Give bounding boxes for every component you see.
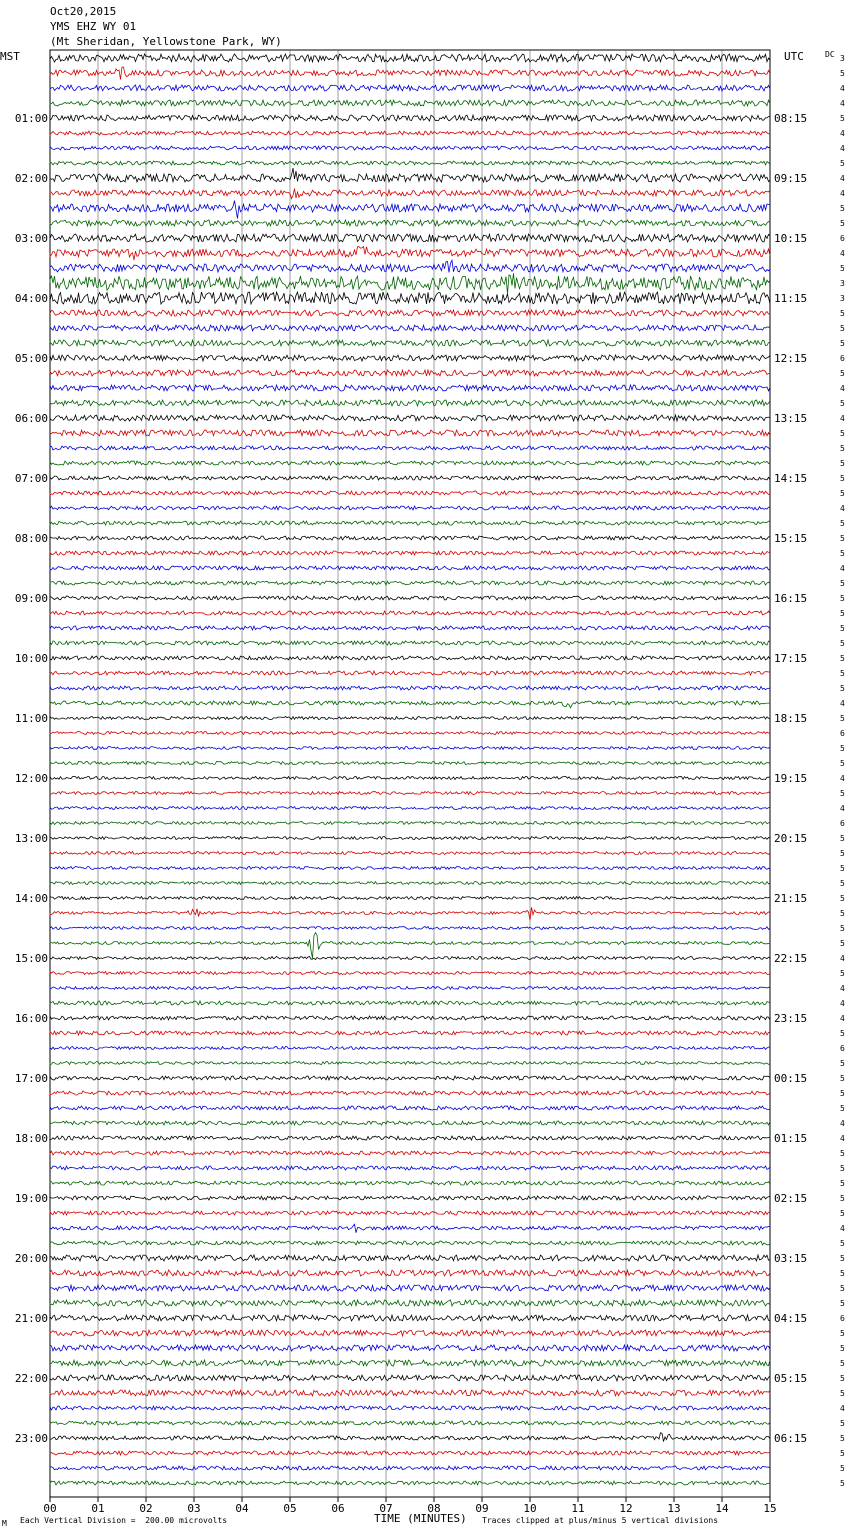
dc-offset-label: 4 <box>840 129 845 138</box>
dc-offset-label: 4 <box>840 414 845 423</box>
plot-frame <box>50 50 770 1497</box>
dc-offset-label: 4 <box>840 384 845 393</box>
dc-offset-label: 3 <box>840 294 845 303</box>
trace-line <box>50 430 770 436</box>
dc-offset-label: 5 <box>840 1239 845 1248</box>
dc-offset-label: 5 <box>840 159 845 168</box>
utc-hour-label: 04:15 <box>774 1312 808 1325</box>
trace-line <box>50 189 770 199</box>
dc-offset-label: 5 <box>840 909 845 918</box>
mst-hour-label: 11:00 <box>14 712 48 725</box>
utc-hour-label: 09:15 <box>774 172 808 185</box>
x-tick-label: 13 <box>667 1502 681 1515</box>
trace-line <box>50 168 770 182</box>
utc-hour-label: 15:15 <box>774 532 808 545</box>
dc-offset-label: 5 <box>840 1269 845 1278</box>
trace-line <box>50 701 770 708</box>
trace-line <box>50 1091 770 1095</box>
trace-line <box>50 536 770 540</box>
dc-offset-label: 4 <box>840 954 845 963</box>
trace-line <box>50 273 770 293</box>
dc-offset-label: 5 <box>840 474 845 483</box>
dc-offset-label: 5 <box>840 1104 845 1113</box>
dc-offset-label: 5 <box>840 1299 845 1308</box>
trace-line <box>50 686 770 690</box>
utc-hour-label: 16:15 <box>774 592 808 605</box>
trace-line <box>50 1151 770 1155</box>
dc-offset-label: 5 <box>840 489 845 498</box>
dc-offset-label: 5 <box>840 1344 845 1353</box>
x-tick-label: 14 <box>715 1502 729 1515</box>
dc-offset-label: 5 <box>840 714 845 723</box>
dc-offset-label: 5 <box>840 1419 845 1428</box>
mst-hour-label: 19:00 <box>14 1192 48 1205</box>
clip-note: Traces clipped at plus/minus 5 vertical divisions <box>482 1516 719 1525</box>
dc-offset-label: 5 <box>840 744 845 753</box>
x-tick-label: 10 <box>523 1502 537 1515</box>
trace-line <box>50 837 770 840</box>
mst-hour-label: 18:00 <box>14 1132 48 1145</box>
station-label: YMS EHZ WY 01 <box>50 20 137 33</box>
trace-line <box>50 1062 770 1065</box>
dc-offset-label: 4 <box>840 564 845 573</box>
trace-line <box>50 1047 770 1050</box>
trace-line <box>50 1300 770 1306</box>
trace-line <box>50 415 770 421</box>
trace-line <box>50 626 770 630</box>
trace-line <box>50 85 770 91</box>
utc-hour-label: 02:15 <box>774 1192 808 1205</box>
trace-line <box>50 1016 770 1020</box>
dc-offset-label: 5 <box>840 849 845 858</box>
mst-hour-label: 03:00 <box>14 232 48 245</box>
trace-line <box>50 1375 770 1381</box>
mst-hour-label: 07:00 <box>14 472 48 485</box>
utc-hour-label: 18:15 <box>774 712 808 725</box>
mst-hour-label: 12:00 <box>14 772 48 785</box>
dc-offset-label: 4 <box>840 174 845 183</box>
mst-hour-label: 22:00 <box>14 1372 48 1385</box>
dc-offset-label: 5 <box>840 309 845 318</box>
trace-line <box>50 1406 770 1410</box>
right-axis-title: UTC <box>784 50 804 63</box>
scale-note: Each Vertical Division = 200.00 microvolts <box>20 1516 228 1525</box>
dc-offset-label: 4 <box>840 84 845 93</box>
dc-offset-label: 5 <box>840 399 845 408</box>
utc-hour-label: 06:15 <box>774 1432 808 1445</box>
trace-line <box>50 1136 770 1140</box>
dc-offset-label: 5 <box>840 1089 845 1098</box>
dc-offset-label: 5 <box>840 594 845 603</box>
trace-line <box>50 247 770 261</box>
trace-line <box>50 146 770 150</box>
trace-line <box>50 100 770 106</box>
mst-hour-label: 15:00 <box>14 952 48 965</box>
trace-line <box>50 927 770 930</box>
dc-offset-label: 5 <box>840 264 845 273</box>
dc-offset-label: 5 <box>840 534 845 543</box>
trace-line <box>50 1121 770 1125</box>
dc-offset-label: 5 <box>840 1059 845 1068</box>
trace-line <box>50 1390 770 1396</box>
dc-offset-label: 5 <box>840 429 845 438</box>
left-axis-title: MST <box>0 50 20 63</box>
trace-line <box>50 907 770 920</box>
trace-line <box>50 260 770 272</box>
dc-offset-label: 5 <box>840 1179 845 1188</box>
trace-line <box>50 476 770 480</box>
trace-line <box>50 882 770 885</box>
trace-line <box>50 1345 770 1351</box>
trace-line <box>50 897 770 900</box>
x-tick-label: 00 <box>43 1502 57 1515</box>
dc-offset-label: 4 <box>840 1014 845 1023</box>
trace-line <box>50 385 770 391</box>
utc-hour-label: 01:15 <box>774 1132 808 1145</box>
utc-hour-label: 11:15 <box>774 292 808 305</box>
dc-offset-label: 5 <box>840 924 845 933</box>
trace-line <box>50 732 770 735</box>
dc-offset-label: 5 <box>840 1149 845 1158</box>
dc-offset-label: 5 <box>840 1449 845 1458</box>
trace-line <box>50 506 770 510</box>
trace-line <box>50 867 770 870</box>
utc-hour-label: 19:15 <box>774 772 808 785</box>
trace-line <box>50 671 770 675</box>
dc-offset-label: 4 <box>840 189 845 198</box>
trace-line <box>50 521 770 525</box>
trace-line <box>50 310 770 316</box>
dc-offset-label: 5 <box>840 1284 845 1293</box>
mst-hour-label: 06:00 <box>14 412 48 425</box>
dc-offset-label: 5 <box>840 369 845 378</box>
dc-offset-label: 5 <box>840 654 845 663</box>
trace-line <box>50 641 770 645</box>
trace-line <box>50 957 770 960</box>
dc-offset-label: 5 <box>840 894 845 903</box>
dc-offset-label: 6 <box>840 1044 845 1053</box>
mst-hour-label: 23:00 <box>14 1432 48 1445</box>
trace-line <box>50 1196 770 1200</box>
dc-title: DC <box>825 50 835 59</box>
dc-offset-label: 5 <box>840 1479 845 1488</box>
dc-offset-label: 5 <box>840 639 845 648</box>
dc-offset-label: 5 <box>840 879 845 888</box>
dc-offset-label: 4 <box>840 504 845 513</box>
dc-offset-label: 6 <box>840 234 845 243</box>
dc-offset-label: 5 <box>840 939 845 948</box>
trace-line <box>50 54 770 62</box>
trace-line <box>50 1224 770 1233</box>
trace-line <box>50 115 770 121</box>
utc-hour-label: 00:15 <box>774 1072 808 1085</box>
x-tick-label: 06 <box>331 1502 345 1515</box>
x-tick-label: 01 <box>91 1502 105 1515</box>
dc-offset-label: 5 <box>840 669 845 678</box>
mst-hour-label: 04:00 <box>14 292 48 305</box>
trace-line <box>50 1421 770 1425</box>
dc-offset-label: 5 <box>840 1074 845 1083</box>
dc-offset-label: 5 <box>840 549 845 558</box>
trace-line <box>50 220 770 226</box>
x-tick-label: 15 <box>763 1502 777 1515</box>
trace-line <box>50 370 770 376</box>
trace-line <box>50 1466 770 1470</box>
dc-offset-label: 5 <box>840 1194 845 1203</box>
utc-hour-label: 21:15 <box>774 892 808 905</box>
mst-hour-label: 10:00 <box>14 652 48 665</box>
dc-offset-label: 4 <box>840 1404 845 1413</box>
trace-line <box>50 566 770 570</box>
dc-offset-label: 5 <box>840 114 845 123</box>
x-tick-label: 03 <box>187 1502 201 1515</box>
trace-line <box>50 234 770 242</box>
dc-offset-label: 6 <box>840 729 845 738</box>
dc-offset-label: 5 <box>840 1374 845 1383</box>
x-tick-label: 07 <box>379 1502 393 1515</box>
dc-offset-label: 5 <box>840 1359 845 1368</box>
trace-line <box>50 325 770 331</box>
dc-offset-label: 5 <box>840 1209 845 1218</box>
dc-offset-label: 4 <box>840 99 845 108</box>
trace-line <box>50 1106 770 1110</box>
trace-line <box>50 1076 770 1080</box>
trace-line <box>50 933 770 959</box>
utc-hour-label: 17:15 <box>774 652 808 665</box>
dc-offset-label: 5 <box>840 1389 845 1398</box>
utc-hour-label: 12:15 <box>774 352 808 365</box>
x-tick-label: 02 <box>139 1502 153 1515</box>
dc-offset-label: 5 <box>840 519 845 528</box>
x-tick-label: 08 <box>427 1502 441 1515</box>
trace-line <box>50 551 770 555</box>
trace-line <box>50 596 770 600</box>
trace-line <box>50 131 770 135</box>
dc-offset-label: 5 <box>840 969 845 978</box>
utc-hour-label: 13:15 <box>774 412 808 425</box>
trace-line <box>50 1451 770 1455</box>
dc-offset-label: 4 <box>840 1134 845 1143</box>
trace-line <box>50 292 770 304</box>
trace-line <box>50 355 770 361</box>
trace-line <box>50 1255 770 1261</box>
dc-offset-label: 5 <box>840 1029 845 1038</box>
trace-line <box>50 491 770 495</box>
dc-offset-label: 6 <box>840 1314 845 1323</box>
mst-hour-label: 13:00 <box>14 832 48 845</box>
mst-hour-label: 08:00 <box>14 532 48 545</box>
trace-line <box>50 1330 770 1336</box>
utc-hour-label: 23:15 <box>774 1012 808 1025</box>
utc-hour-label: 14:15 <box>774 472 808 485</box>
x-tick-label: 12 <box>619 1502 633 1515</box>
trace-line <box>50 717 770 720</box>
x-tick-label: 04 <box>235 1502 249 1515</box>
trace-line <box>50 161 770 165</box>
mst-hour-label: 21:00 <box>14 1312 48 1325</box>
trace-line <box>50 972 770 975</box>
trace-line <box>50 1315 770 1321</box>
trace-line <box>50 581 770 585</box>
dc-offset-label: 5 <box>840 204 845 213</box>
dc-offset-label: 5 <box>840 444 845 453</box>
x-tick-label: 11 <box>571 1502 585 1515</box>
trace-line <box>50 67 770 80</box>
x-tick-label: 09 <box>475 1502 489 1515</box>
date-label: Oct20,2015 <box>50 5 117 18</box>
trace-line <box>50 1360 770 1366</box>
trace-line <box>50 1001 770 1005</box>
location-label: (Mt Sheridan, Yellowstone Park, WY) <box>50 35 282 48</box>
dc-offset-label: 5 <box>840 579 845 588</box>
trace-line <box>50 762 770 765</box>
dc-offset-label: 4 <box>840 774 845 783</box>
trace-line <box>50 1031 770 1035</box>
dc-offset-label: 3 <box>840 54 845 63</box>
mst-hour-label: 16:00 <box>14 1012 48 1025</box>
dc-offset-label: 4 <box>840 699 845 708</box>
trace-line <box>50 822 770 825</box>
trace-line <box>50 446 770 450</box>
utc-hour-label: 22:15 <box>774 952 808 965</box>
dc-offset-label: 4 <box>840 249 845 258</box>
x-axis-label: TIME (MINUTES) <box>374 1512 467 1525</box>
trace-line <box>50 1285 770 1291</box>
dc-offset-label: 5 <box>840 834 845 843</box>
mst-hour-label: 20:00 <box>14 1252 48 1265</box>
mst-hour-label: 09:00 <box>14 592 48 605</box>
dc-offset-label: 4 <box>840 1119 845 1128</box>
trace-line <box>50 461 770 465</box>
trace-line <box>50 400 770 406</box>
mst-hour-label: 17:00 <box>14 1072 48 1085</box>
dc-offset-label: 4 <box>840 999 845 1008</box>
dc-offset-label: 4 <box>840 804 845 813</box>
trace-line <box>50 747 770 750</box>
trace-line <box>50 1270 770 1276</box>
trace-line <box>50 1211 770 1215</box>
dc-offset-label: 5 <box>840 609 845 618</box>
dc-offset-label: 5 <box>840 324 845 333</box>
dc-offset-label: 4 <box>840 1224 845 1233</box>
dc-offset-label: 5 <box>840 1464 845 1473</box>
dc-offset-label: 5 <box>840 624 845 633</box>
dc-offset-label: 5 <box>840 219 845 228</box>
mst-hour-label: 05:00 <box>14 352 48 365</box>
mst-hour-label: 01:00 <box>14 112 48 125</box>
trace-line <box>50 807 770 810</box>
trace-line <box>50 1166 770 1170</box>
dc-offset-label: 4 <box>840 984 845 993</box>
dc-offset-label: 5 <box>840 1254 845 1263</box>
trace-line <box>50 792 770 795</box>
dc-offset-label: 3 <box>840 279 845 288</box>
trace-line <box>50 1433 770 1442</box>
trace-line <box>50 1481 770 1485</box>
trace-line <box>50 1241 770 1245</box>
trace-line <box>50 777 770 780</box>
dc-offset-label: 5 <box>840 1164 845 1173</box>
dc-offset-label: 6 <box>840 819 845 828</box>
trace-line <box>50 611 770 615</box>
trace-line <box>50 340 770 346</box>
dc-offset-label: 5 <box>840 684 845 693</box>
dc-offset-label: 5 <box>840 864 845 873</box>
dc-offset-label: 5 <box>840 69 845 78</box>
utc-hour-label: 20:15 <box>774 832 808 845</box>
x-tick-label: 05 <box>283 1502 297 1515</box>
dc-offset-label: 5 <box>840 789 845 798</box>
trace-line <box>50 201 770 219</box>
dc-offset-label: 5 <box>840 459 845 468</box>
trace-line <box>50 852 770 855</box>
trace-line <box>50 1181 770 1185</box>
dc-offset-label: 5 <box>840 759 845 768</box>
utc-hour-label: 03:15 <box>774 1252 808 1265</box>
dc-offset-label: 6 <box>840 354 845 363</box>
trace-line <box>50 656 770 660</box>
dc-offset-label: 5 <box>840 1329 845 1338</box>
dc-offset-label: 5 <box>840 1434 845 1443</box>
dc-offset-label: 5 <box>840 339 845 348</box>
corner-mark: M <box>2 1519 7 1528</box>
mst-hour-label: 02:00 <box>14 172 48 185</box>
dc-offset-label: 4 <box>840 144 845 153</box>
utc-hour-label: 05:15 <box>774 1372 808 1385</box>
utc-hour-label: 08:15 <box>774 112 808 125</box>
utc-hour-label: 10:15 <box>774 232 808 245</box>
mst-hour-label: 14:00 <box>14 892 48 905</box>
trace-line <box>50 987 770 990</box>
